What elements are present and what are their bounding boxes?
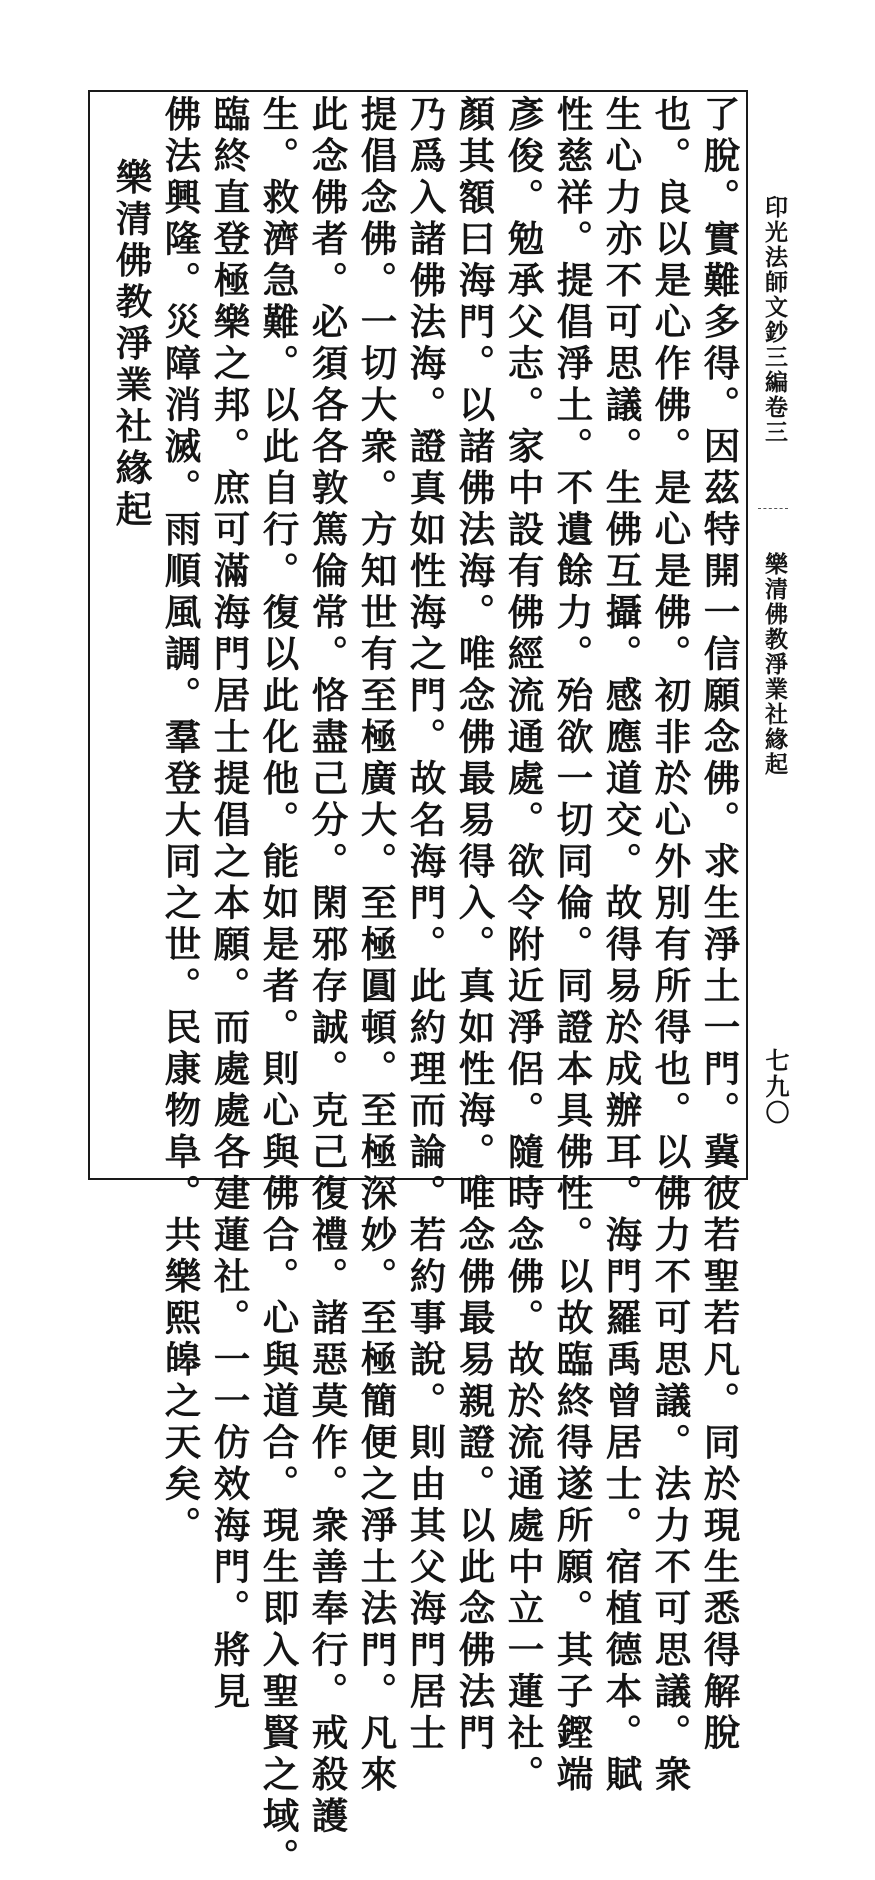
text-column-3: 生心力亦不可思議。生佛互攝。感應道交。故得易於成辦耳。海門羅禹曾居士。宿植德本。賦: [600, 95, 643, 1797]
sidebar-divider: [758, 508, 788, 510]
section-title: 樂清佛教淨業社緣起: [761, 552, 788, 777]
text-column-4: 性慈祥。提倡淨土。不遺餘力。殆欲一切同倫。同證本具佛性。以故臨終得遂所願。其子鏗端: [551, 95, 594, 1797]
text-column-9: 此念佛者。必須各各敦篤倫常。恪盡己分。閑邪存誠。克己復禮。諸惡莫作。衆善奉行。戒殺護: [306, 95, 349, 1838]
text-column-8: 提倡念佛。一切大衆。方知世有至極廣大。至極圓頓。至極深妙。至極簡便之淨土法門。凡來: [355, 95, 398, 1797]
next-section-heading: 樂清佛教淨業社緣起: [110, 158, 153, 532]
book-title: 印光法師文鈔三編卷三: [761, 195, 788, 445]
text-column-1: 了脫。實難多得。因茲特開一信願念佛。求生淨土一門。冀彼若聖若凡。同於現生悉得解脫: [698, 95, 741, 1755]
page-number: 七九〇: [761, 1048, 790, 1126]
page-frame-right-rule: [746, 90, 748, 1180]
body-text: [100, 95, 741, 1880]
text-column-11: 臨終直登極樂之邦。庶可滿海門居士提倡之本願。而處處各建蓮社。一一仿效海門。將見: [208, 95, 251, 1714]
text-column-7: 乃爲入諸佛法海。證真如性海之門。故名海門。此約理而論。若約事說。則由其父海門居士: [404, 95, 447, 1755]
text-column-12: 佛法興隆。災障消滅。雨順風調。羣登大同之世。民康物阜。共樂熙皞之天矣。: [159, 95, 202, 1548]
text-column-10: 生。救濟急難。以此自行。復以此化他。能如是者。則心與佛合。心與道合。現生即入聖賢之域。: [257, 95, 300, 1880]
text-column-6: 顏其額曰海門。以諸佛法海。唯念佛最易得入。真如性海。唯念佛最易親證。以此念佛法門: [453, 95, 496, 1755]
text-column-2: 也。良以是心作佛。是心是佛。初非於心外別有所得也。以佛力不可思議。法力不可思議。衆: [649, 95, 692, 1797]
text-column-5: 彥俊。勉承父志。家中設有佛經流通處。欲令附近淨侶。隨時念佛。故於流通處中立一蓮社。: [502, 95, 545, 1797]
page-sidebar: [754, 90, 794, 1180]
